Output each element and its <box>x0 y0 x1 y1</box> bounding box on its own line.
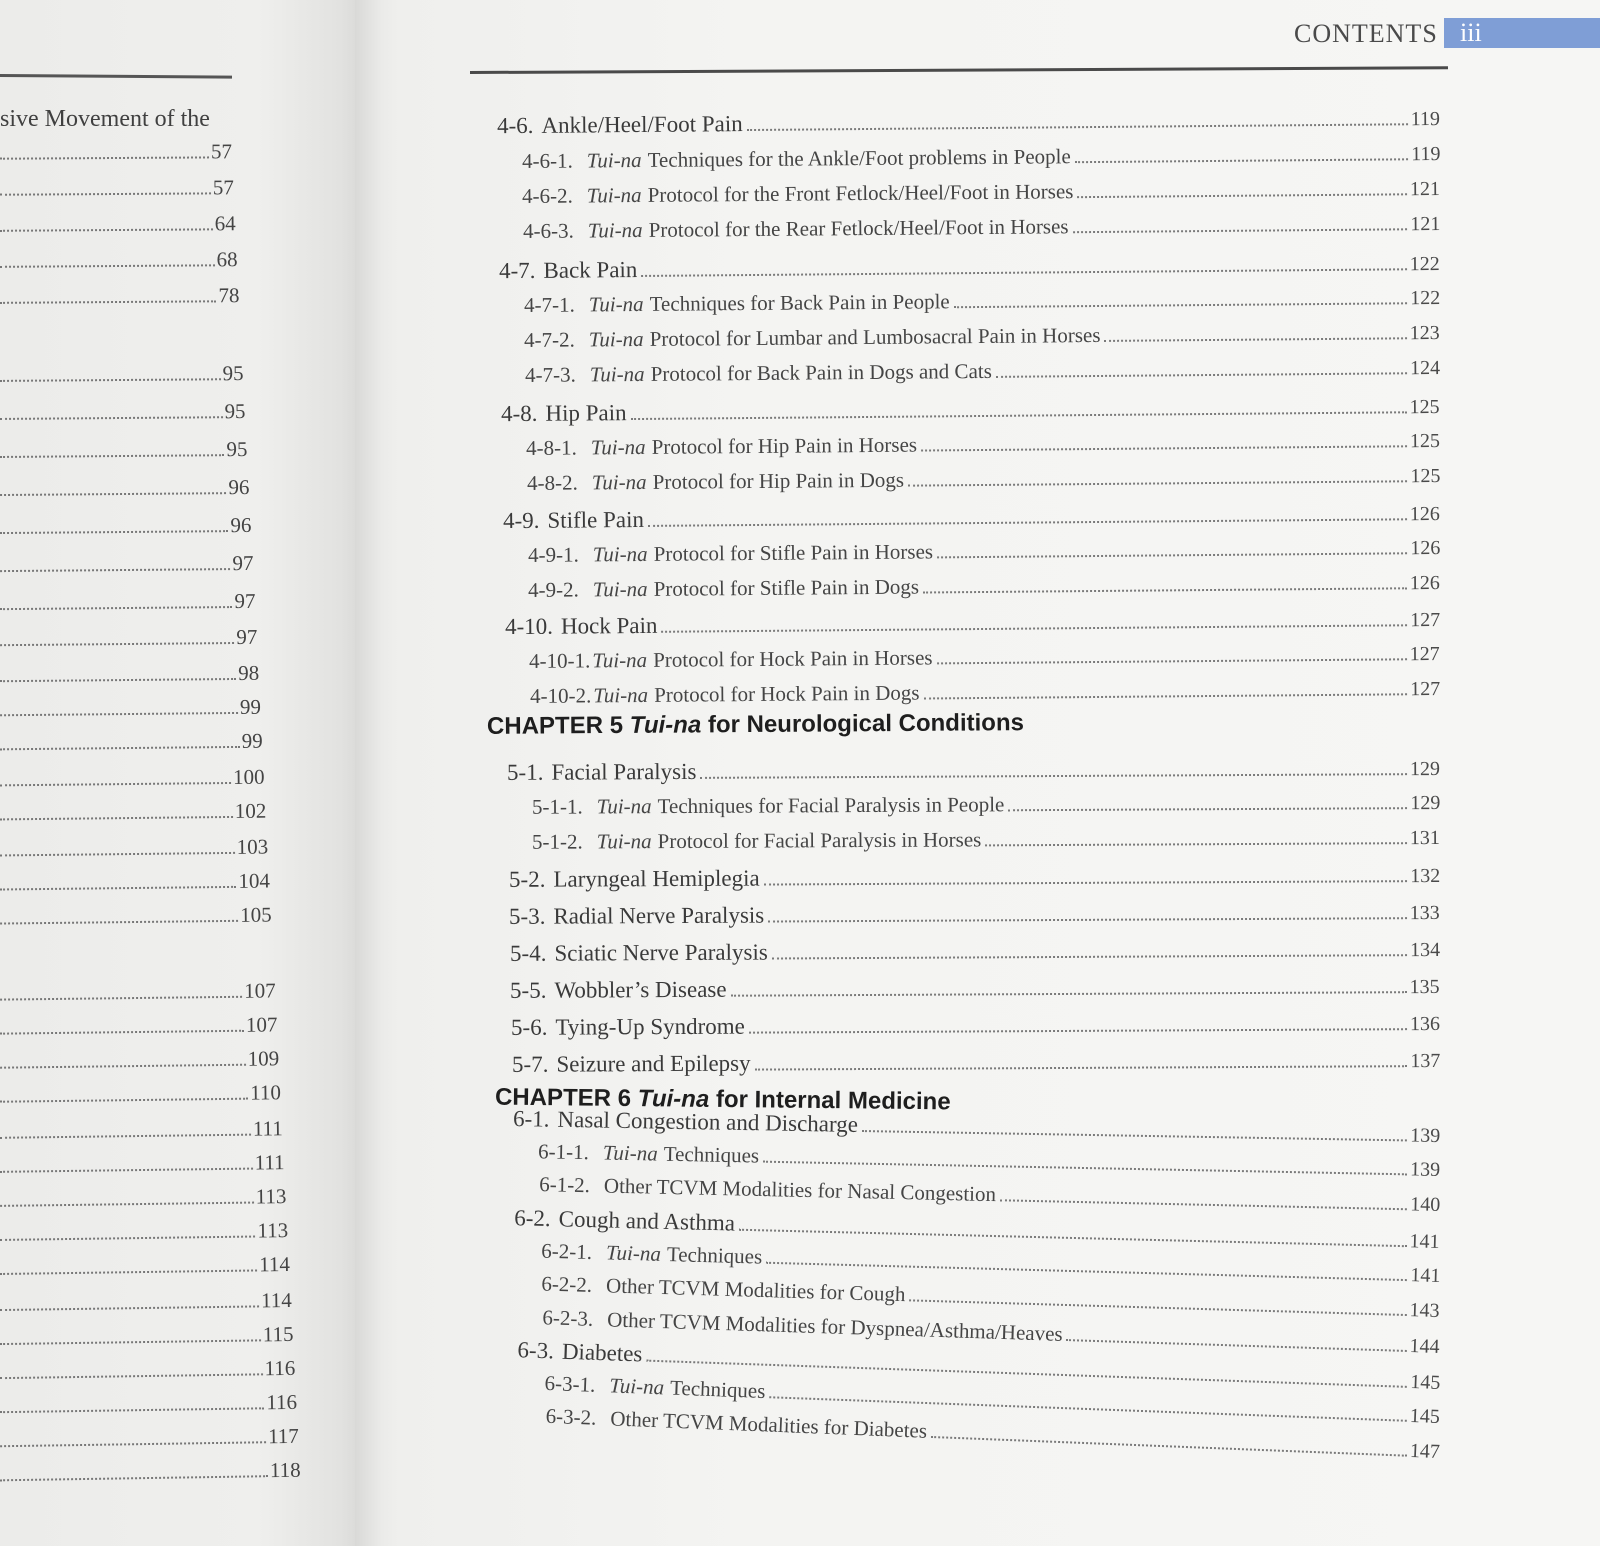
entry-number: 5-5. <box>510 977 547 1003</box>
dot-leader <box>739 1229 1407 1247</box>
dot-leader <box>937 658 1407 664</box>
toc-subsection-entry <box>532 790 1440 820</box>
page-number: 126 <box>1409 572 1441 595</box>
chapter-title: for Neurological Conditions <box>707 709 1025 739</box>
toc-subsection-entry <box>529 641 1440 674</box>
page-number: 113 <box>255 1184 287 1209</box>
entry-title: Protocol for the Rear Fetlock/Heel/Foot in Horses <box>648 214 1069 242</box>
entry-number: 5-6. <box>510 1014 548 1040</box>
dot-leader <box>763 880 1407 885</box>
dot-leader <box>931 1436 1407 1457</box>
page-number: 57 <box>212 175 234 200</box>
page-number: 126 <box>1409 503 1441 526</box>
page-number: 144 <box>1409 1335 1441 1358</box>
dot-leader <box>1008 807 1407 811</box>
entry-title: Radial Nerve Paralysis <box>553 902 765 929</box>
entry-title: Seizure and Epilepsy <box>555 1050 751 1077</box>
page-number: 139 <box>1409 1158 1441 1181</box>
entry-title: Techniques for Back Pain in People <box>649 289 950 316</box>
page-number-badge: iii <box>1444 18 1600 48</box>
entry-title: Laryngeal Hemiplegia <box>553 865 760 892</box>
entry-italic-term: Tui-na <box>593 682 649 708</box>
entry-italic-term: Tui-na <box>605 1240 661 1266</box>
page-number: 147 <box>1409 1439 1441 1463</box>
toc-subsection-entry <box>532 825 1440 855</box>
page-number: 137 <box>1409 1050 1441 1073</box>
page-number: 132 <box>1409 865 1441 888</box>
toc-section-entry <box>503 500 1440 534</box>
page-number: 125 <box>1409 430 1441 453</box>
dot-leader <box>996 372 1407 378</box>
entry-number: 6-2-1. <box>540 1238 592 1265</box>
page-number: 122 <box>1409 287 1441 310</box>
entry-title: Protocol for Stifle Pain in Horses <box>653 539 933 566</box>
entry-title: Other TCVM Modalities for Cough <box>606 1273 907 1307</box>
dot-leader <box>908 480 1407 486</box>
entry-number: 5-1-1. <box>531 794 583 819</box>
page-number: 125 <box>1409 465 1441 488</box>
page-number: 102 <box>234 798 267 823</box>
dot-leader <box>862 1130 1407 1141</box>
entry-italic-term: Tui-na <box>586 147 642 173</box>
chapter-heading <box>487 709 1024 741</box>
page-number: 68 <box>216 247 238 272</box>
entry-italic-term: Tui-na <box>589 361 645 387</box>
page-number: 97 <box>232 550 254 576</box>
entry-title: Diabetes <box>561 1338 643 1367</box>
page-number: 121 <box>1409 213 1441 236</box>
chapter-label: CHAPTER 5 <box>486 711 630 740</box>
entry-number: 4-8-1. <box>525 435 577 460</box>
entry-title: Protocol for Stifle Pain in Dogs <box>653 574 920 601</box>
dot-leader <box>1000 1199 1407 1210</box>
entry-number: 4-9-2. <box>528 577 580 602</box>
chapter-title: for Internal Medicine <box>715 1085 951 1116</box>
entry-number: 4-10-1. <box>529 648 591 673</box>
page-number: 117 <box>267 1423 300 1449</box>
entry-number: 5-1. <box>507 759 544 785</box>
entry-italic-term: Tui-na <box>589 326 645 352</box>
page-number: 118 <box>269 1457 301 1483</box>
dot-leader <box>731 991 1407 997</box>
entry-title: Techniques for the Ankle/Foot problems in People <box>647 144 1071 172</box>
chapter-italic-term: Tui-na <box>637 1085 710 1113</box>
page-number: 133 <box>1409 902 1441 925</box>
page-number: 95 <box>226 437 248 462</box>
dot-leader <box>985 842 1407 846</box>
page-number: 113 <box>257 1218 289 1243</box>
page-number: 145 <box>1409 1404 1441 1428</box>
page-number: 131 <box>1409 827 1441 850</box>
toc-subsection-entry <box>528 570 1440 603</box>
page-number: 99 <box>239 694 262 719</box>
page-number: 57 <box>210 139 233 164</box>
page-number: 124 <box>1409 357 1441 380</box>
entry-number: 4-7. <box>499 257 536 284</box>
entry-title: Other TCVM Modalities for Nasal Congestion <box>603 1173 997 1207</box>
entry-title: Nasal Congestion and Discharge <box>557 1106 858 1137</box>
page-number: 125 <box>1409 396 1441 419</box>
entry-number: 6-3-2. <box>545 1403 597 1430</box>
toc-subsection-entry <box>522 176 1440 209</box>
entry-number: 4-10. <box>504 613 553 640</box>
page-number: 143 <box>1409 1299 1441 1322</box>
toc-section-entry <box>507 755 1440 786</box>
dot-leader <box>937 552 1407 558</box>
entry-number: 4-6-3. <box>522 218 574 244</box>
entry-title: Techniques <box>669 1375 767 1404</box>
entry-italic-term: Tui-na <box>596 829 652 854</box>
entry-number: 4-6-1. <box>521 148 573 174</box>
entry-title: Tying-Up Syndrome <box>555 1013 745 1040</box>
dot-leader <box>769 917 1407 922</box>
entry-number: 4-6-2. <box>522 183 573 209</box>
page-number: 123 <box>1409 322 1441 345</box>
page-number: 145 <box>1409 1370 1441 1394</box>
entry-number: 4-9-1. <box>527 542 579 567</box>
page-number: 103 <box>236 834 269 859</box>
toc-subsection-entry <box>526 428 1440 461</box>
toc-subsection-entry <box>524 320 1440 353</box>
page-number: 119 <box>1410 108 1441 131</box>
page-number: 141 <box>1409 1264 1441 1287</box>
entry-title: Protocol for Hock Pain in Dogs <box>653 680 920 707</box>
toc-section-entry <box>505 606 1440 640</box>
chapter-italic-term: Tui-na <box>629 711 702 739</box>
page-number: 119 <box>1410 143 1441 166</box>
entry-italic-term: Tui-na <box>592 647 648 673</box>
dot-leader <box>923 587 1407 593</box>
entry-title: Wobbler’s Disease <box>554 976 728 1003</box>
page-number: 107 <box>244 978 276 1003</box>
chapter-heading <box>495 1084 951 1117</box>
entry-title: Hock Pain <box>560 612 658 639</box>
entry-number: 5-3. <box>509 903 546 929</box>
running-head-title: CONTENTS <box>1294 19 1438 48</box>
entry-title: Back Pain <box>543 257 638 283</box>
dot-leader <box>642 268 1407 277</box>
dot-leader <box>1072 228 1407 233</box>
dot-leader <box>953 302 1407 308</box>
page-number: 116 <box>266 1389 298 1415</box>
dot-leader <box>648 518 1407 527</box>
toc-subsection-entry <box>525 355 1440 388</box>
dot-leader <box>766 1262 1407 1281</box>
page-number: 97 <box>236 624 258 650</box>
page-number: 98 <box>238 660 260 685</box>
page-number: 95 <box>222 361 244 386</box>
toc-section-entry <box>510 973 1440 1004</box>
page-number: 121 <box>1409 178 1441 201</box>
page-number: 105 <box>240 902 272 927</box>
dot-leader <box>747 123 1408 131</box>
page-number: 109 <box>247 1046 280 1071</box>
toc-subsection-entry <box>524 285 1440 318</box>
dot-leader <box>749 1028 1407 1033</box>
page-number: 139 <box>1409 1124 1441 1147</box>
page-number: 111 <box>252 1116 283 1141</box>
entry-number: 6-3-1. <box>544 1370 596 1397</box>
page-number: 115 <box>262 1321 294 1347</box>
toc-section-entry <box>511 1010 1440 1041</box>
page-number: 96 <box>228 474 250 500</box>
entry-title: Techniques <box>663 1141 760 1168</box>
entry-italic-term: Tui-na <box>602 1140 658 1166</box>
dot-leader <box>1078 193 1407 198</box>
entry-italic-term: Tui-na <box>596 794 652 819</box>
toc-section-entry <box>499 250 1440 284</box>
entry-number: 4-10-2. <box>529 683 592 708</box>
page-number: 96 <box>230 512 252 538</box>
dot-leader <box>1067 1339 1407 1352</box>
entry-title: Protocol for Back Pain in Dogs and Cats <box>650 358 992 386</box>
entry-title: Sciatic Nerve Paralysis <box>554 939 768 966</box>
page-number: 114 <box>259 1252 291 1277</box>
toc-subsection-entry <box>526 463 1440 496</box>
entry-number: 5-1-2. <box>532 829 583 854</box>
entry-title: Protocol for Lumbar and Lumbosacral Pain in Horses <box>649 322 1101 351</box>
entry-title: Protocol for Facial Paralysis in Horses <box>657 827 982 854</box>
entry-number: 4-9. <box>503 507 540 534</box>
entry-title: Other TCVM Modalities for Dyspnea/Asthma/Heaves <box>607 1307 1064 1346</box>
entry-number: 6-1. <box>512 1106 550 1132</box>
dot-leader <box>772 954 1407 959</box>
page-number: 104 <box>238 868 271 893</box>
toc-subsection-entry <box>530 676 1440 709</box>
toc-section-entry <box>512 1047 1441 1078</box>
entry-number: 6-3. <box>516 1337 554 1364</box>
entry-title: Ankle/Heel/Foot Pain <box>541 111 743 138</box>
page-number: 140 <box>1409 1193 1441 1216</box>
dot-leader <box>923 693 1407 699</box>
dot-leader <box>1105 337 1407 342</box>
entry-number: 5-7. <box>511 1051 549 1077</box>
toc-subsection-entry <box>521 141 1440 174</box>
page-number: 127 <box>1409 609 1441 632</box>
toc-section-entry <box>497 105 1440 139</box>
entry-title: Protocol for the Front Fetlock/Heel/Foot in Horses <box>647 179 1074 207</box>
entry-title: Other TCVM Modalities for Diabetes <box>610 1406 928 1443</box>
page-number: 64 <box>214 211 236 236</box>
entry-number: 6-2-3. <box>542 1305 594 1331</box>
page-number: 135 <box>1409 976 1441 999</box>
page-number: 126 <box>1409 537 1441 560</box>
entry-title: Protocol for Hip Pain in Horses <box>651 432 918 459</box>
page-number: 134 <box>1409 939 1441 962</box>
entry-number: 4-7-3. <box>524 362 576 387</box>
entry-italic-term: Tui-na <box>609 1373 665 1400</box>
dot-leader <box>701 773 1408 779</box>
entry-title: Hip Pain <box>545 400 628 426</box>
entry-number: 6-2. <box>514 1205 552 1232</box>
entry-italic-term: Tui-na <box>592 576 648 602</box>
entry-title: Facial Paralysis <box>551 758 697 785</box>
page-number: 107 <box>245 1012 278 1037</box>
page-number: 127 <box>1409 678 1441 701</box>
page-number: 95 <box>224 399 246 424</box>
toc-subsection-entry <box>528 535 1441 568</box>
entry-title: Protocol for Hip Pain in Dogs <box>652 467 904 494</box>
entry-italic-term: Tui-na <box>586 182 642 208</box>
entry-number: 4-7-2. <box>524 327 576 352</box>
entry-italic-term: Tui-na <box>592 541 648 567</box>
page-number: 78 <box>218 283 240 308</box>
dot-leader <box>910 1299 1407 1316</box>
page-number: 110 <box>250 1080 282 1105</box>
entry-italic-term: Tui-na <box>590 434 646 460</box>
entry-title: Stifle Pain <box>547 506 645 533</box>
entry-number: 5-4. <box>509 940 547 966</box>
page-number: 111 <box>254 1150 285 1175</box>
entry-number: 4-8. <box>501 400 539 427</box>
page-number: 99 <box>241 728 263 753</box>
entry-number: 6-1-1. <box>537 1139 590 1165</box>
entry-title: Techniques for Facial Paralysis in People <box>657 792 1004 819</box>
page-number: 129 <box>1409 792 1441 815</box>
toc-section-entry <box>501 393 1440 427</box>
page-number: 100 <box>232 764 265 789</box>
page-number: 114 <box>260 1287 292 1313</box>
toc-section-entry <box>510 936 1440 967</box>
entry-italic-term: Tui-na <box>591 469 647 495</box>
entry-number: 5-2. <box>508 866 546 892</box>
entry-number: 4-7-1. <box>523 292 575 317</box>
toc-subsection-entry <box>523 211 1441 244</box>
entry-title: Techniques <box>666 1242 763 1269</box>
chapter-label: CHAPTER 6 <box>494 1083 638 1113</box>
dot-leader <box>631 411 1407 420</box>
page-number: 141 <box>1409 1230 1441 1253</box>
left-heading-fragment: sive Movement of the <box>0 106 210 132</box>
dot-leader <box>754 1065 1407 1070</box>
page-number: 127 <box>1409 643 1441 666</box>
page-number: 136 <box>1409 1013 1441 1036</box>
dot-leader <box>763 1161 1407 1176</box>
dot-leader <box>661 624 1407 633</box>
entry-title: Cough and Asthma <box>558 1206 736 1236</box>
page-number: 122 <box>1409 253 1441 276</box>
entry-number: 6-2-2. <box>541 1271 593 1297</box>
page-number: 116 <box>264 1355 296 1381</box>
toc-section-entry <box>509 862 1440 893</box>
entry-number: 4-6. <box>496 112 534 139</box>
toc-section-entry <box>509 899 1440 930</box>
entry-number: 6-1-2. <box>538 1172 591 1198</box>
entry-italic-term: Tui-na <box>588 291 644 317</box>
entry-title: Protocol for Hock Pain in Horses <box>653 645 933 672</box>
entry-italic-term: Tui-na <box>587 217 643 243</box>
dot-leader <box>1074 158 1407 163</box>
page-number: 129 <box>1409 758 1441 781</box>
dot-leader <box>921 445 1407 451</box>
page-number: 97 <box>234 588 256 614</box>
entry-number: 4-8-2. <box>526 470 578 495</box>
